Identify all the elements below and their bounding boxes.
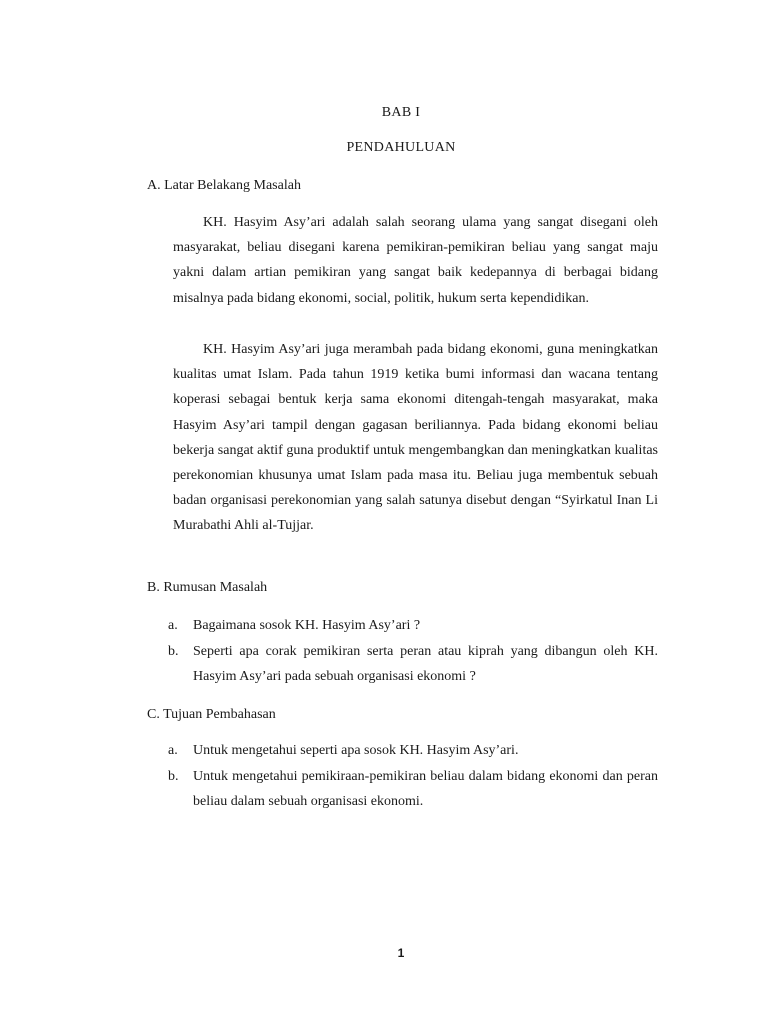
list-item-text: Untuk mengetahui seperti apa sosok KH. Hasyim Asy’ari.	[193, 743, 519, 758]
section-b-list	[168, 613, 658, 690]
list-item	[168, 738, 658, 764]
list-item	[168, 764, 658, 815]
section-a-paragraph-2: KH. Hasyim Asy’ari juga merambah pada bidang ekonomi, guna meningkatkan kualitas umat Islam. Pada tahun 1919 ketika bumi informasi dan wacana tentang koperasi sebagai bentuk kerja sama ekonomi ditengah-tengah masyarakat, maka Hasyim Asy’ari tampil dengan gagasan beriliannya. Pada bidang ekonomi beliau bekerja sangat aktif guna produktif untuk mengembangkan dan meningkatkan kualitas perekonomian khusunya umat Islam pada masa itu. Beliau juga membentuk sebuah badan organisasi perekonomian yang salah satunya disebut dengan “Syirkatul Inan Li Murabathi Ahli al-Tujjar.	[173, 342, 658, 534]
list-item-text: Untuk mengetahui pemikiraan-pemikiran beliau dalam bidang ekonomi dan peran beliau dalam sebuah organisasi ekonomi.	[193, 768, 658, 809]
section-a-heading: A. Latar Belakang Masalah	[147, 178, 301, 193]
chapter-title: PENDAHULUAN	[346, 140, 456, 155]
list-marker: a.	[168, 618, 178, 633]
chapter-number: BAB I	[381, 105, 421, 120]
section-c-heading: C. Tujuan Pembahasan	[147, 707, 276, 722]
list-item	[168, 639, 658, 690]
list-marker: b.	[168, 643, 179, 659]
page-number: 1	[397, 946, 405, 960]
list-item-text: Seperti apa corak pemikiran serta peran atau kiprah yang dibangun oleh KH. Hasyim Asy’ari pada sebuah organisasi ekonomi ?	[193, 643, 658, 684]
list-marker: a.	[168, 743, 178, 758]
section-b-heading: B. Rumusan Masalah	[147, 580, 268, 595]
list-item	[168, 613, 658, 639]
section-c-list	[168, 738, 658, 815]
section-a-paragraph-1: KH. Hasyim Asy’ari adalah salah seorang ulama yang sangat disegani oleh masyarakat, beliau disegani karena pemikiran-pemikiran beliau yang sangat maju yakni dalam artian pemikiran yang sangat baik kedepannya di berbagai bidang misalnya pada bidang ekonomi, social, politik, hukum serta kependidikan.	[173, 215, 658, 306]
list-item-text: Bagaimana sosok KH. Hasyim Asy’ari ?	[193, 618, 421, 633]
list-marker: b.	[168, 768, 179, 784]
